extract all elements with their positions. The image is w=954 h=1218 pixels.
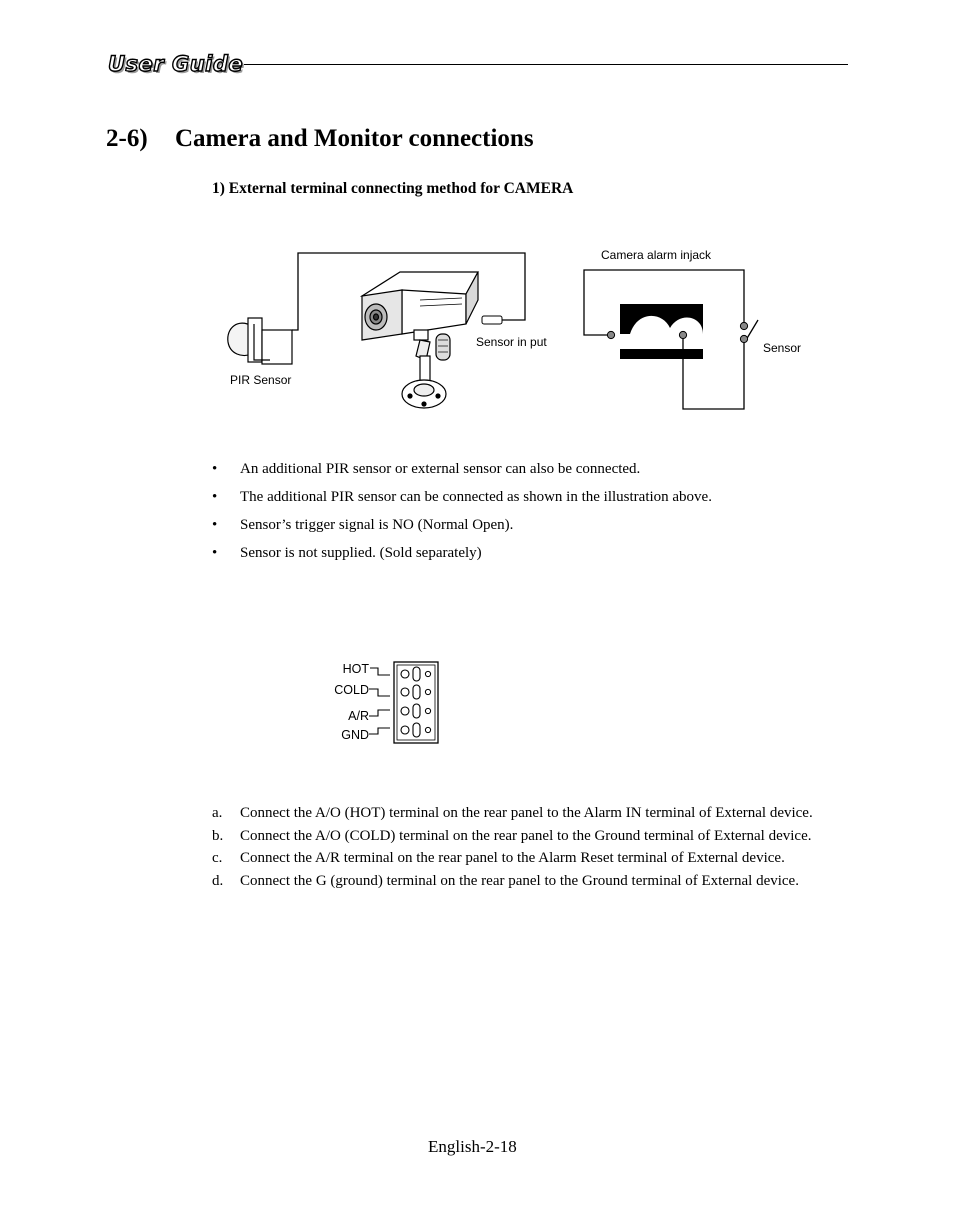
sensor-label: Sensor: [763, 341, 802, 355]
section-title-text: Camera and Monitor connections: [175, 125, 534, 152]
list-item: [212, 802, 813, 825]
terminal-label-cold: COLD: [334, 683, 369, 697]
alarm-injack-label: Camera alarm injack: [601, 248, 712, 262]
bullet-text: The additional PIR sensor can be connected as shown in the illustration above.: [240, 489, 712, 505]
user-guide-logo: User Guide: [108, 52, 244, 76]
step-text: Connect the A/O (COLD) terminal on the rear panel to the Ground terminal of External device.: [240, 827, 812, 844]
bullet-marker: •: [212, 545, 218, 561]
bullet-marker: •: [212, 489, 218, 505]
list-item: [212, 870, 813, 893]
pir-sensor-label: PIR Sensor: [230, 373, 292, 387]
terminal-label-hot: HOT: [342, 662, 369, 676]
step-text: Connect the G (ground) terminal on the rear panel to the Ground terminal of External device.: [240, 872, 799, 889]
terminal-leader-lines: [369, 668, 390, 734]
sensor-input-label: Sensor in put: [476, 335, 547, 349]
bullet-text: An additional PIR sensor or external sensor can also be connected.: [240, 461, 641, 477]
list-item: [212, 825, 813, 848]
list-item: [212, 847, 813, 870]
step-marker: d.: [212, 872, 224, 889]
section-number: 2-6): [106, 125, 148, 152]
bullet-text: Sensor is not supplied. (Sold separately): [240, 545, 482, 561]
step-text: Connect the A/R terminal on the rear panel to the Alarm Reset terminal of External device.: [240, 850, 785, 866]
bullet-marker: •: [212, 461, 218, 477]
bullet-marker: •: [212, 517, 218, 533]
terminal-label-ar: A/R: [348, 709, 369, 723]
step-marker: c.: [212, 850, 223, 866]
terminal-label-gnd: GND: [341, 728, 369, 742]
bullet-text: Sensor’s trigger signal is NO (Normal Open).: [240, 517, 514, 533]
step-text: Connect the A/O (HOT) terminal on the rear panel to the Alarm IN terminal of External device.: [240, 805, 813, 821]
connection-steps: [212, 802, 813, 892]
subheading: 1) External terminal connecting method for CAMERA: [212, 180, 574, 197]
page-number: English-2-18: [428, 1137, 517, 1156]
step-marker: b.: [212, 827, 224, 844]
step-marker: a.: [212, 805, 223, 821]
